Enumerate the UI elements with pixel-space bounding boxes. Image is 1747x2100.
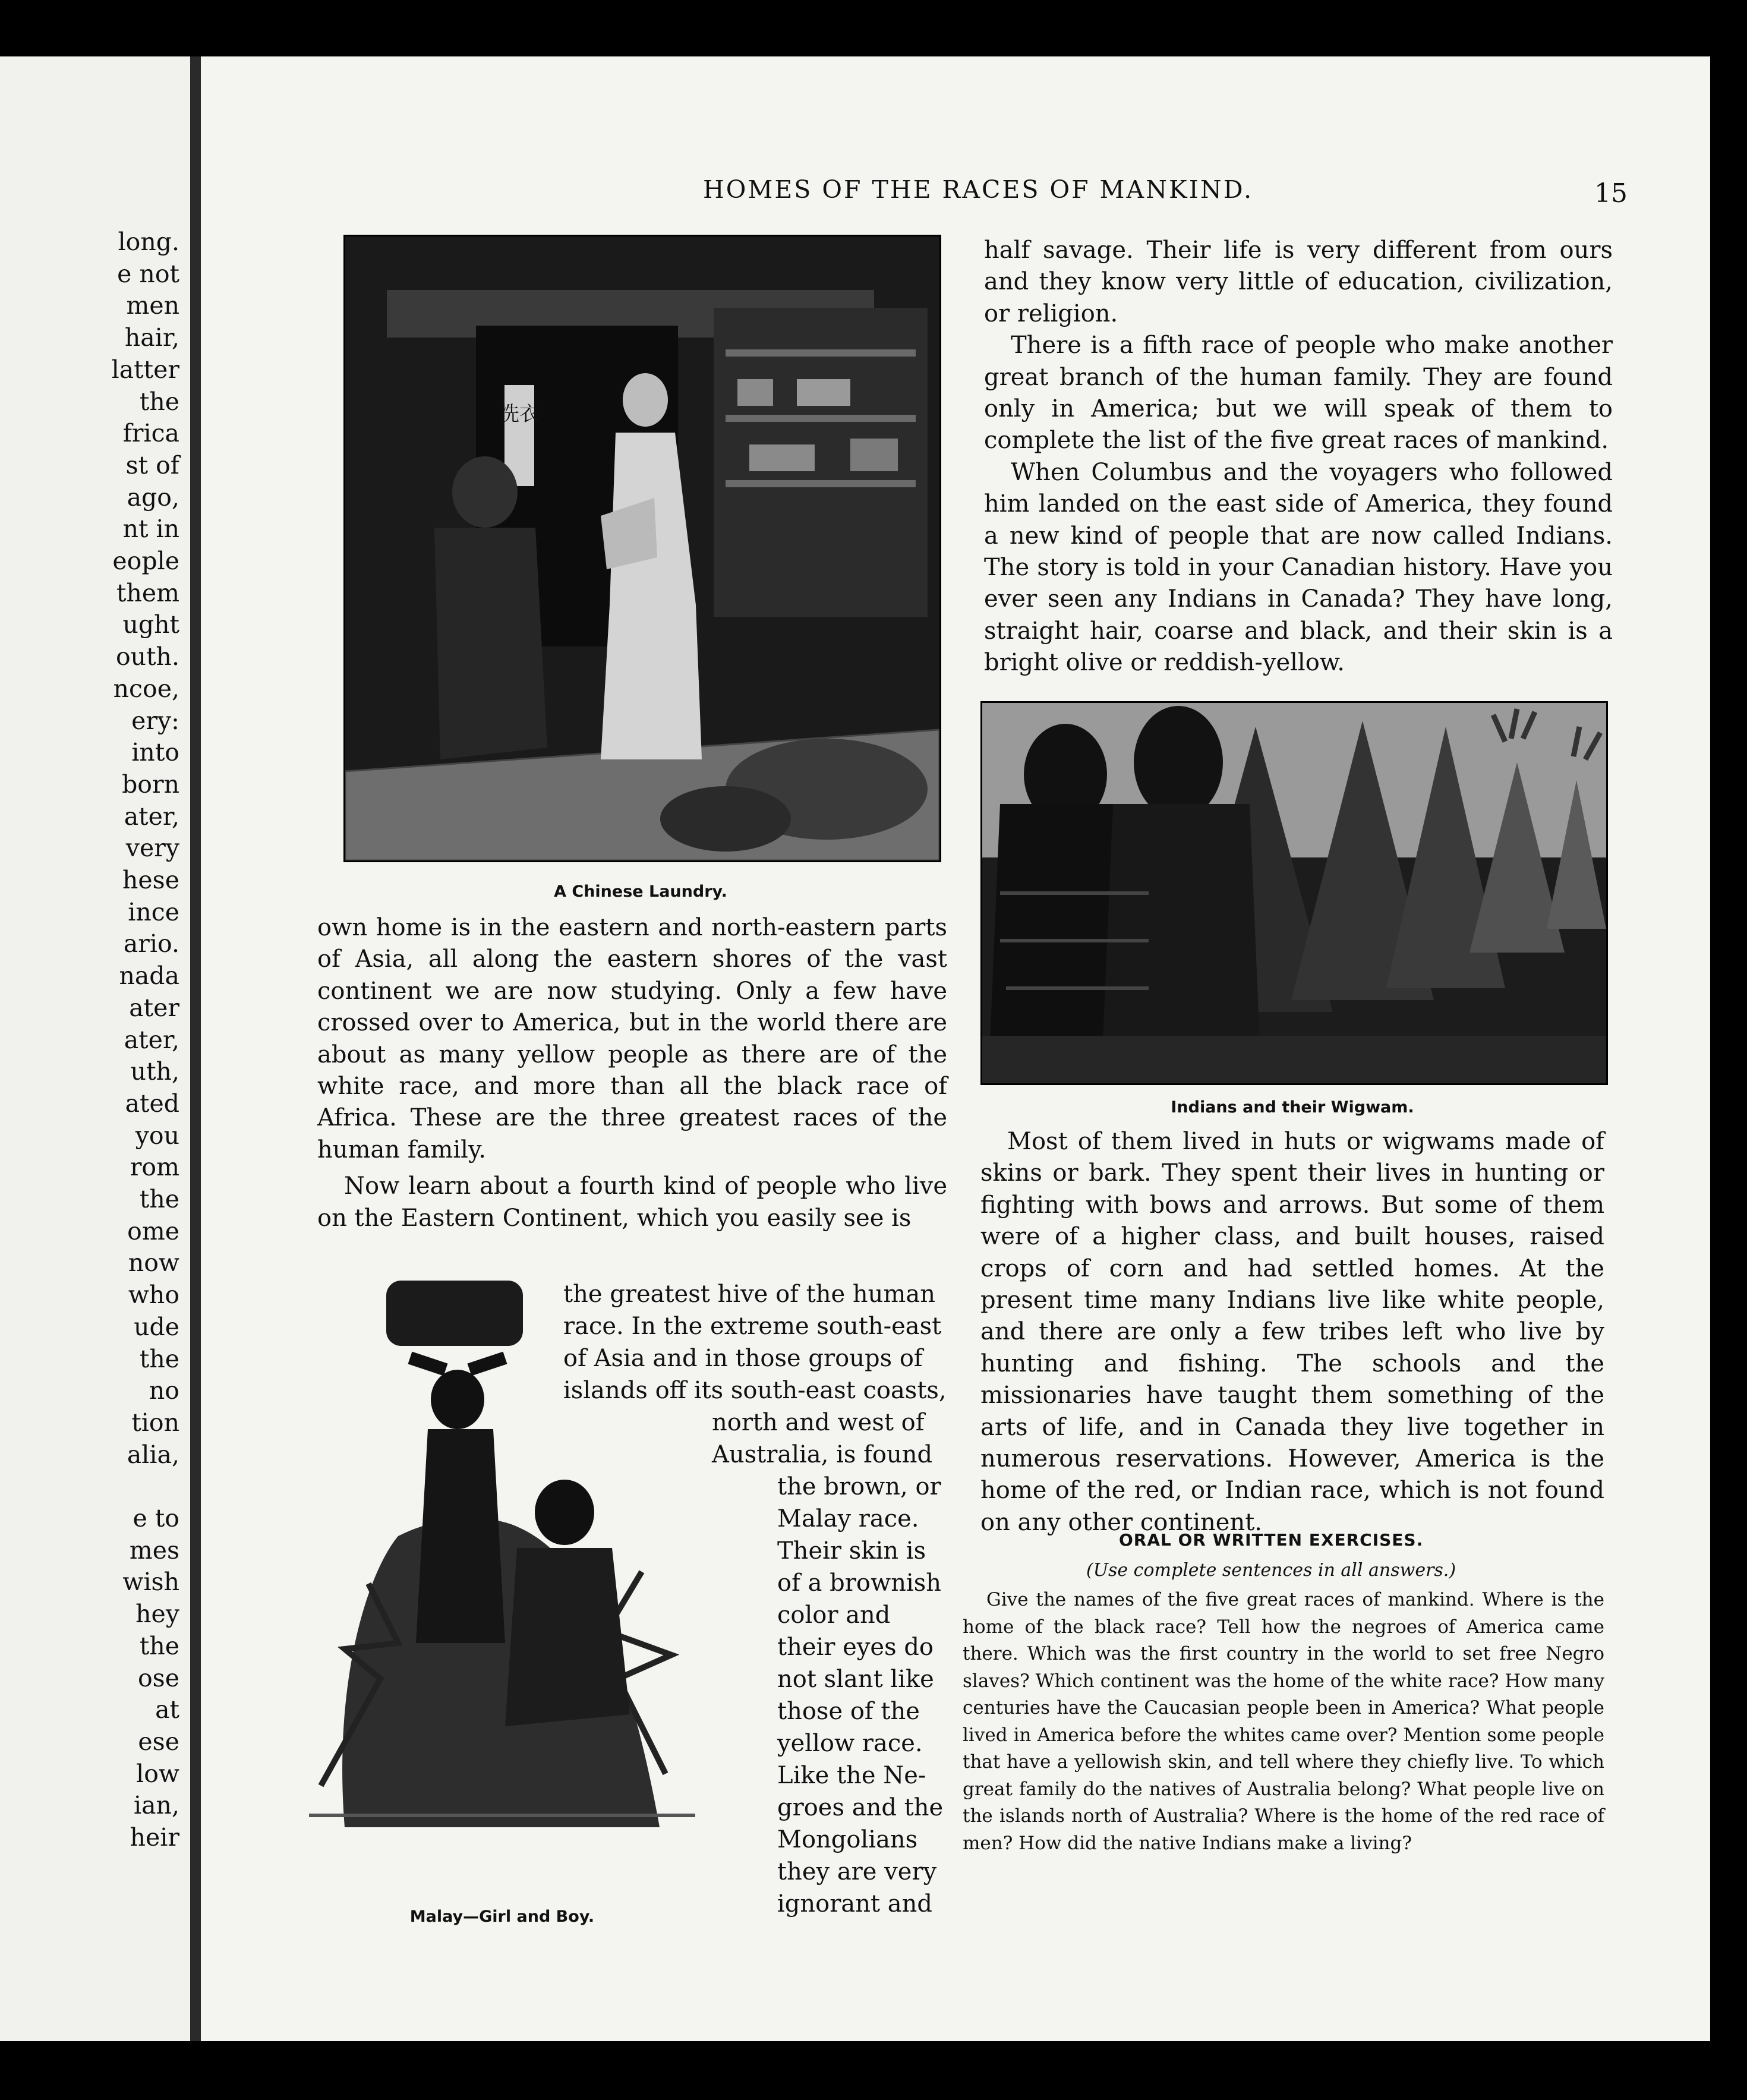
wrapped-text-line: the brown, or xyxy=(777,1473,941,1500)
facing-page-line: hese xyxy=(122,866,179,894)
facing-page-line: at xyxy=(155,1695,179,1724)
column-right-top-text xyxy=(984,235,1613,679)
paragraph: When Columbus and the voyagers who followed him landed on the east side of America, they found a new kind of people that are now called Indians. The story is told in your Canadian history. Have you ever seen any Indians in Canada? They have long, straight hair, coarse and black, and their skin is a bright olive or reddish-yellow. xyxy=(984,458,1613,677)
facing-page-line: ince xyxy=(128,897,179,926)
column-left-text xyxy=(317,912,947,1234)
facing-page-line: ario. xyxy=(123,929,179,958)
exercises-text: Give the names of the five great races of mankind. Where is the home of the black race? Tell how the negroes of America came there. Which was the first country in the world to set free Negro slaves? Which continent was the home of the white race? How many centuries have the Caucasian people been in America? What people lived in America before the whites came over? Mention some people that have a yellowish skin, and tell where they chiefly live. To which great family do the natives of Australia belong? What people live on the islands north of Australia? Where is the home of the red race of men? How did the native Indians make a living? xyxy=(963,1589,1604,1854)
exercises-body xyxy=(963,1587,1604,1857)
facing-page-line: born xyxy=(122,770,179,799)
facing-page-line: heir xyxy=(130,1823,179,1852)
book-gutter xyxy=(190,56,201,2041)
facing-page-line: the xyxy=(139,387,179,416)
facing-page-line: mes xyxy=(129,1535,179,1565)
paragraph: own home is in the eastern and north-eastern parts of Asia, all along the eastern shores of the vast continent we are now studying. Only a few have crossed over to America, but in the world there are about as many yellow people as there are of the white race, and more than all the black race of Africa. These are the three greatest races of the human family. xyxy=(317,914,947,1163)
facing-page-line: uth, xyxy=(130,1057,179,1086)
wrapped-text-line: color and xyxy=(777,1601,891,1629)
wrapped-text-line: yellow race. xyxy=(777,1730,923,1757)
paragraph: Now learn about a fourth kind of people who live on the Eastern Continent, which you easily see is xyxy=(317,1172,947,1232)
wrapped-text-line: those of the xyxy=(777,1698,920,1725)
facing-page-line: the xyxy=(139,1344,179,1373)
facing-page-line: long. xyxy=(118,228,179,256)
indians-wigwam-caption: Indians and their Wigwam. xyxy=(1171,1098,1414,1117)
facing-page-line: nt in xyxy=(122,515,179,544)
chinese-laundry-picture xyxy=(345,237,939,860)
facing-page-line: no xyxy=(149,1376,179,1405)
facing-page-line: the xyxy=(139,1185,179,1213)
wrapped-text-line: of Asia and in those groups of xyxy=(563,1345,923,1372)
wrapped-text-line: the greatest hive of the human xyxy=(563,1281,935,1308)
facing-page-line: into xyxy=(131,738,179,767)
indians-wigwam-illustration xyxy=(980,701,1608,1085)
laundry-sign: 洗衣 xyxy=(499,402,540,426)
facing-page-line: ater, xyxy=(124,1025,179,1054)
facing-page-line: outh. xyxy=(115,642,179,671)
wrapped-text-line: race. In the extreme south-east xyxy=(563,1313,942,1340)
exercises-heading: ORAL OR WRITTEN EXERCISES. xyxy=(1119,1530,1424,1550)
facing-page-line: ome xyxy=(127,1216,179,1246)
page-header xyxy=(201,175,1710,211)
wrapped-text-line: Australia, is found xyxy=(712,1441,933,1468)
facing-page-line: nada xyxy=(119,961,179,991)
facing-page xyxy=(0,56,190,2041)
facing-page-line: ater xyxy=(129,993,179,1022)
paragraph: half savage. Their life is very different from ours and they know very little of education, civilization, or religion. xyxy=(984,237,1613,327)
paragraph: There is a fifth race of people who make another great branch of the human family. They are found only in America; but we will speak of them to complete the list of the five great races of mankind. xyxy=(984,332,1613,455)
wrapped-text-line: ignorant and xyxy=(777,1890,932,1918)
facing-page-line: very xyxy=(125,834,179,863)
facing-page-line: ude xyxy=(134,1312,179,1341)
wrapped-text-line: north and west of xyxy=(712,1409,925,1436)
column-right-bottom-text xyxy=(980,1126,1604,1538)
facing-page-line: latter xyxy=(111,355,179,384)
facing-page-line: low xyxy=(136,1759,179,1788)
facing-page-line: them xyxy=(116,578,179,607)
facing-page-line: who xyxy=(128,1281,179,1310)
wrapped-text-line: islands off its south-east coasts, xyxy=(563,1377,947,1404)
facing-page-line: ian, xyxy=(134,1791,179,1820)
facing-page-line: ose xyxy=(138,1663,179,1692)
wrapped-text-line: Malay race. xyxy=(777,1505,919,1533)
facing-page-line: ated xyxy=(125,1089,179,1118)
page-number: 15 xyxy=(1594,178,1628,209)
facing-page-line: e not xyxy=(117,259,179,288)
wrapped-text-line: Mongolians xyxy=(777,1826,918,1853)
book-page xyxy=(201,56,1710,2041)
facing-page-line: men xyxy=(126,291,179,320)
facing-page-line: ago, xyxy=(127,483,179,512)
facing-page-line: wish xyxy=(122,1568,179,1597)
facing-page-line: hey xyxy=(135,1600,179,1629)
paragraph: Most of them lived in huts or wigwams made of skins or bark. They spent their lives in hunting or fighting with bows and arrows. But some of them were of a higher class, and built houses, raised crops of corn and had settled homes. At the present time many Indians live like white people, and there are only a few tribes left who live by hunting and fishing. The schools and the missionaries have taught them something of the arts of life, and in Canada they live together in numerous reservations. However, America is the home of the red, or Indian race, which is not found on any other continent. xyxy=(980,1128,1604,1536)
facing-page-line: tion xyxy=(131,1408,179,1437)
wrapped-text-line: they are very xyxy=(777,1858,937,1885)
exercises-note: (Use complete sentences in all answers.) xyxy=(1086,1560,1456,1581)
facing-page-line: ater, xyxy=(124,802,179,831)
facing-page-line: the xyxy=(139,1631,179,1660)
running-head: HOMES OF THE RACES OF MANKIND. xyxy=(703,175,1254,204)
facing-page-line: st of xyxy=(125,450,179,480)
chinese-laundry-caption: A Chinese Laundry. xyxy=(554,882,727,901)
facing-page-line: e to xyxy=(133,1504,179,1533)
facing-page-line: ese xyxy=(138,1727,179,1756)
wrapped-text-line: of a brownish xyxy=(777,1569,942,1597)
facing-page-line: you xyxy=(135,1121,179,1150)
wrapped-text-line: Like the Ne- xyxy=(777,1762,926,1789)
facing-page-line: alia, xyxy=(127,1440,179,1469)
facing-page-line: eople xyxy=(112,547,179,575)
malay-caption: Malay—Girl and Boy. xyxy=(409,1907,595,1926)
facing-page-line: hair, xyxy=(124,323,179,352)
wrapped-text-line: their eyes do xyxy=(777,1634,934,1661)
facing-page-line: ery: xyxy=(131,706,179,735)
wrapped-text-line: not slant like xyxy=(777,1666,934,1693)
facing-page-line: frica xyxy=(122,419,179,448)
chinese-laundry-illustration xyxy=(343,235,941,862)
wrapped-text-line: groes and the xyxy=(777,1794,944,1821)
wrapped-text-line: Their skin is xyxy=(777,1537,926,1565)
facing-page-line: ught xyxy=(122,610,179,639)
facing-page-line: rom xyxy=(130,1153,179,1182)
indians-wigwam-picture xyxy=(982,703,1606,1083)
facing-page-line: now xyxy=(128,1248,179,1278)
facing-page-line: ncoe, xyxy=(113,674,179,703)
